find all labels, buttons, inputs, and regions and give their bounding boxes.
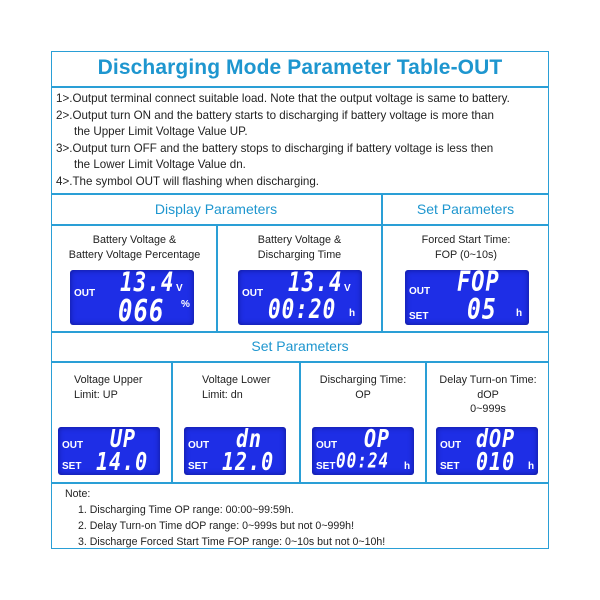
lcd-bottom-unit: h xyxy=(404,461,411,472)
set-parameters-heading-bottom: Set Parameters xyxy=(251,338,349,354)
lcd-bottom-unit: % xyxy=(181,299,190,310)
out-indicator: OUT xyxy=(62,440,84,451)
set-panel-up-label: Voltage Upper Limit: UP xyxy=(74,374,143,401)
lcd-display-voltage-percentage xyxy=(70,270,194,325)
out-indicator: OUT xyxy=(409,286,431,297)
divider-instructions xyxy=(51,193,549,195)
out-indicator: OUT xyxy=(188,440,210,451)
lcd-bottom-unit: h xyxy=(528,461,535,472)
divider-note xyxy=(51,482,549,484)
display-panel-1-label: Battery Voltage & Battery Voltage Percentage xyxy=(68,234,201,261)
page-title: Discharging Mode Parameter Table-OUT xyxy=(97,56,503,79)
lcd-top-value: dn xyxy=(236,427,263,453)
instruction-line: the Upper Limit Voltage Value UP. xyxy=(74,125,248,139)
lcd-bottom-value: 00:20 xyxy=(268,294,337,324)
lcd-top-value: OP xyxy=(364,427,391,453)
divider-middle xyxy=(51,331,549,333)
lcd-bottom-value: 12.0 xyxy=(222,446,275,475)
instruction-line: 1>.Output terminal connect suitable load. Note that the output voltage is same to battery. xyxy=(56,92,510,105)
lcd-bottom-value: 066 xyxy=(118,293,165,325)
set-panel-dn-label: Voltage Lower Limit: dn xyxy=(202,374,271,401)
set-panel-fop-label: Forced Start Time: FOP (0~10s) xyxy=(421,234,511,261)
lcd-bottom-unit: h xyxy=(516,308,523,319)
lcd-top-unit: V xyxy=(344,283,351,294)
lcd-voltage-lower-limit xyxy=(184,427,286,475)
set-indicator: SET xyxy=(62,461,82,472)
display-parameters-heading: Display Parameters xyxy=(154,201,278,217)
lcd-delay-turn-on-time xyxy=(436,427,538,475)
lcd-display-voltage-time xyxy=(238,270,362,325)
set-indicator: SET xyxy=(188,461,208,472)
divider-section-headings xyxy=(51,224,549,226)
lcd-top-value: 13.4 xyxy=(120,270,175,297)
set-indicator: SET xyxy=(316,461,336,472)
lcd-discharging-time xyxy=(312,427,414,475)
display-panel-2-label: Battery Voltage & Discharging Time xyxy=(257,234,342,261)
note-item: 3. Discharge Forced Start Time FOP range: 0~10s but not 0~10h! xyxy=(78,536,386,548)
note-section xyxy=(65,486,385,550)
set-parameters-heading-top: Set Parameters xyxy=(416,201,515,217)
lcd-bottom-value: 14.0 xyxy=(96,446,149,475)
lcd-bottom-value: 00:24 xyxy=(336,448,390,473)
lcd-top-value: 13.4 xyxy=(288,270,343,297)
lcd-top-value: UP xyxy=(110,427,137,453)
out-indicator: OUT xyxy=(440,440,462,451)
set-indicator: SET xyxy=(440,461,460,472)
out-indicator: OUT xyxy=(242,288,264,299)
note-item: 2. Delay Turn-on Time dOP range: 0~999s but not 0~999h! xyxy=(78,520,355,532)
out-indicator: OUT xyxy=(316,440,338,451)
lcd-top-value: FOP xyxy=(457,270,500,299)
set-panel-op-label: Discharging Time: OP xyxy=(319,374,407,401)
divider-vertical-set-1 xyxy=(171,361,173,482)
lcd-voltage-upper-limit xyxy=(58,427,160,475)
note-item: 1. Discharging Time OP range: 00:00~99:59h. xyxy=(78,504,294,516)
instruction-line: 3>.Output turn OFF and the battery stops to discharging if battery voltage is less then xyxy=(56,141,494,155)
lcd-bottom-unit: h xyxy=(349,308,356,319)
lcd-top-value: dOP xyxy=(476,427,516,453)
lcd-forced-start-time xyxy=(405,270,529,325)
set-indicator: SET xyxy=(409,311,429,322)
divider-title xyxy=(51,86,549,88)
instruction-line: 2>.Output turn ON and the battery starts to discharging if battery voltage is more than xyxy=(56,108,494,122)
set-panel-dop-label: Delay Turn-on Time: dOP 0~999s xyxy=(439,374,537,415)
instruction-line: the Lower Limit Voltage Value dn. xyxy=(74,158,246,172)
lcd-top-unit: V xyxy=(176,283,183,294)
out-indicator: OUT xyxy=(74,288,96,299)
note-heading: Note: xyxy=(65,488,91,500)
lcd-bottom-value: 05 xyxy=(467,293,497,325)
instruction-list xyxy=(56,91,548,191)
lcd-bottom-value: 010 xyxy=(476,446,516,475)
instruction-line: 4>.The symbol OUT will flashing when discharging. xyxy=(56,174,320,188)
